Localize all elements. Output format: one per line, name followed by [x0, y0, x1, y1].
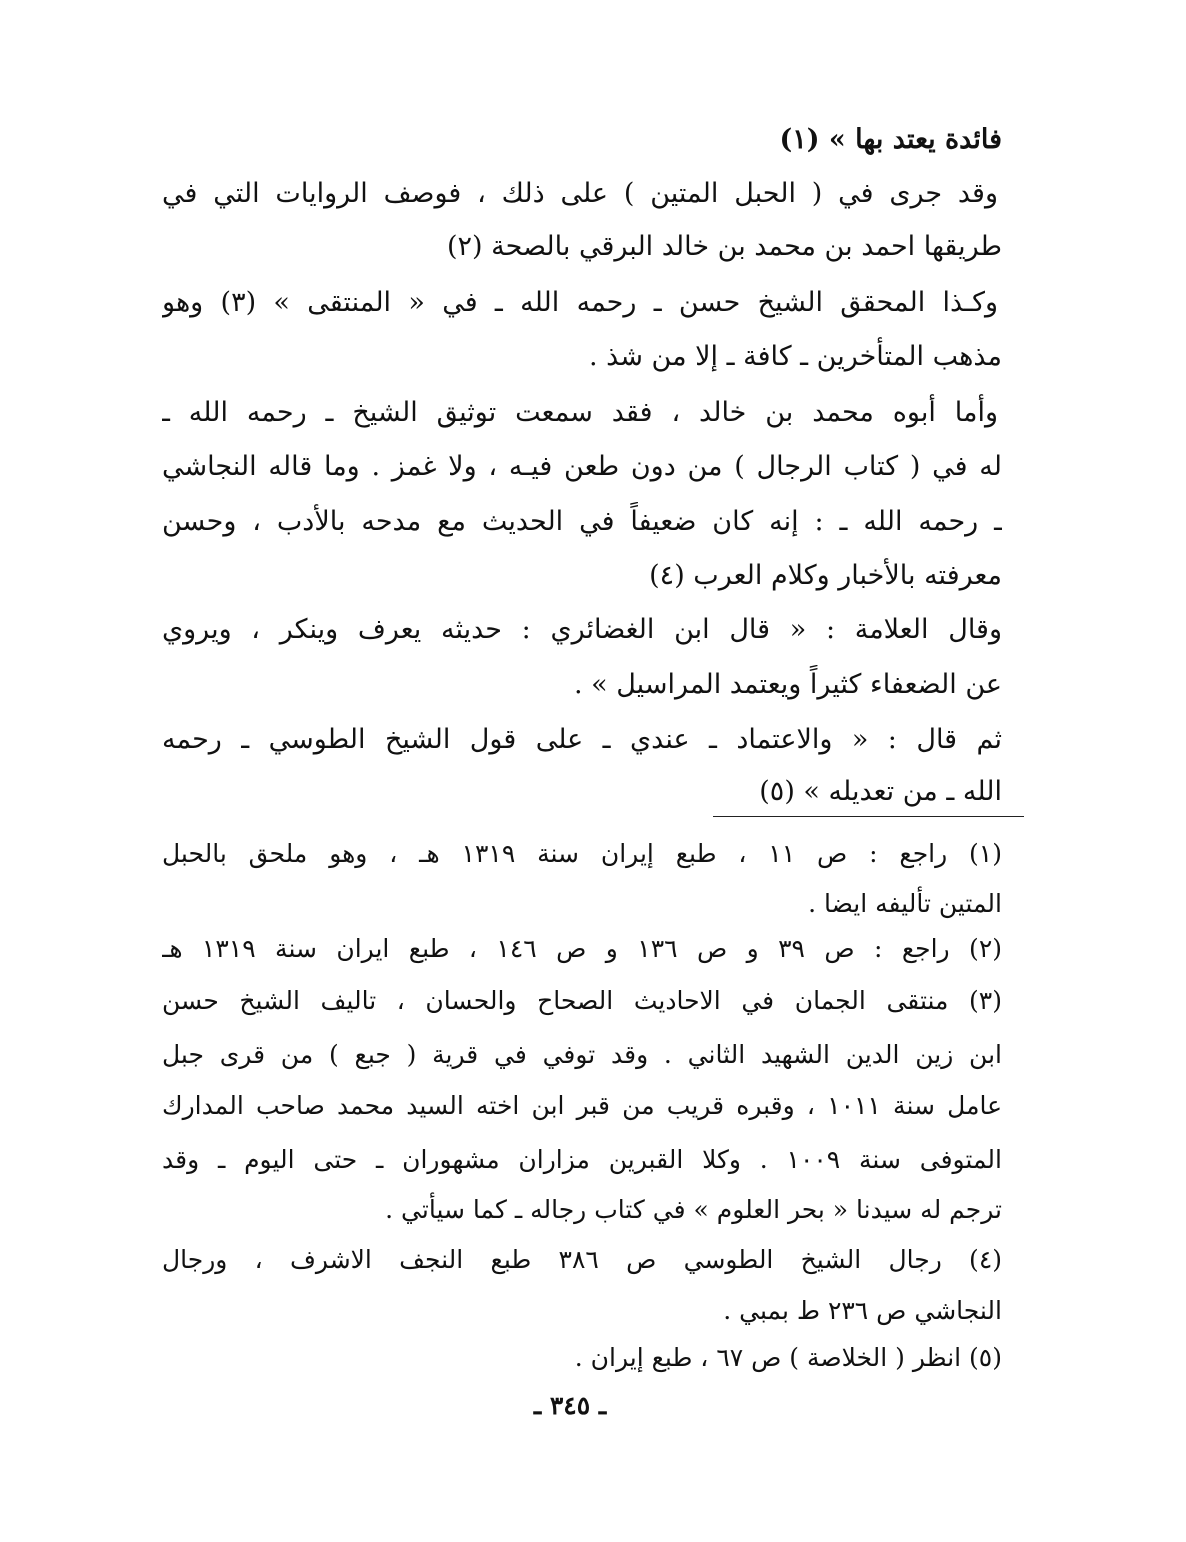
body-line-7: له في ( كتاب الرجال ) من دون طعن فيـه ، ولا غمز . وما قاله النجاشي: [162, 451, 1002, 482]
footnote-line-7: المتوفى سنة ١٠٠٩ . وكلا القبرين مزاران مشهوران ـ حتى اليوم ـ وقد: [162, 1145, 1002, 1174]
footnote-line-1: (١) راجع : ص ١١ ، طبع إيران سنة ١٣١٩ هـ ، وهو ملحق بالحبل: [162, 839, 1002, 868]
body-line-13: الله ـ من تعديله » (٥): [759, 776, 1002, 807]
footnote-divider: [713, 816, 1024, 817]
footnote-line-4: (٣) منتقى الجمان في الاحاديث الصحاح والحسان ، تاليف الشيخ حسن: [162, 986, 1002, 1015]
page-number: ـ ٣٤٥ ـ: [533, 1391, 607, 1420]
body-line-1: فائدة يعتد بها » (١): [779, 124, 1002, 155]
body-line-2: وقد جرى في ( الحبل المتين ) على ذلك ، فوصف الروايات التي في: [162, 178, 998, 209]
footnote-line-10: النجاشي ص ٢٣٦ ط بمبي .: [723, 1296, 1002, 1325]
body-line-11: عن الضعفاء كثيراً ويعتمد المراسيل » .: [573, 669, 1002, 700]
body-line-9: معرفته بالأخبار وكلام العرب (٤): [649, 560, 1002, 591]
body-line-10: وقال العلامة : « قال ابن الغضائري : حديثه يعرف وينكر ، ويروي: [162, 614, 1002, 645]
body-line-3: طريقها احمد بن محمد بن خالد البرقي بالصحة (٢): [446, 231, 1002, 262]
footnote-line-9: (٤) رجال الشيخ الطوسي ص ٣٨٦ طبع النجف الاشرف ، ورجال: [162, 1245, 1002, 1274]
footnote-line-6: عامل سنة ١٠١١ ، وقبره قريب من قبر ابن اخته السيد محمد صاحب المدارك: [162, 1091, 1002, 1120]
body-line-8: ـ رحمه الله ـ : إنه كان ضعيفاً في الحديث مع مدحه بالأدب ، وحسن: [162, 506, 1002, 537]
body-line-4: وكـذا المحقق الشيخ حسن ـ رحمه الله ـ في « المنتقى » (٣) وهو: [162, 287, 998, 318]
footnote-line-2: المتين تأليفه ايضا .: [808, 889, 1002, 918]
body-line-5: مذهب المتأخرين ـ كافة ـ إلا من شذ .: [589, 341, 1002, 372]
footnote-line-8: ترجم له سيدنا « بحر العلوم » في كتاب رجاله ـ كما سيأتي .: [385, 1195, 1002, 1224]
body-line-12: ثم قال : « والاعتماد ـ عندي ـ على قول الشيخ الطوسي ـ رحمه: [162, 724, 1002, 755]
body-line-6: وأما أبوه محمد بن خالد ، فقد سمعت توثيق الشيخ ـ رحمه الله ـ: [162, 397, 998, 428]
footnote-line-5: ابن زين الدين الشهيد الثاني . وقد توفي في قرية ( جبع ) من قرى جبل: [162, 1040, 1002, 1069]
footnote-line-11: (٥) انظر ( الخلاصة ) ص ٦٧ ، طبع إيران .: [574, 1343, 1002, 1372]
footnote-line-3: (٢) راجع : ص ٣٩ و ص ١٣٦ و ص ١٤٦ ، طبع ايران سنة ١٣١٩ هـ: [162, 934, 1002, 963]
